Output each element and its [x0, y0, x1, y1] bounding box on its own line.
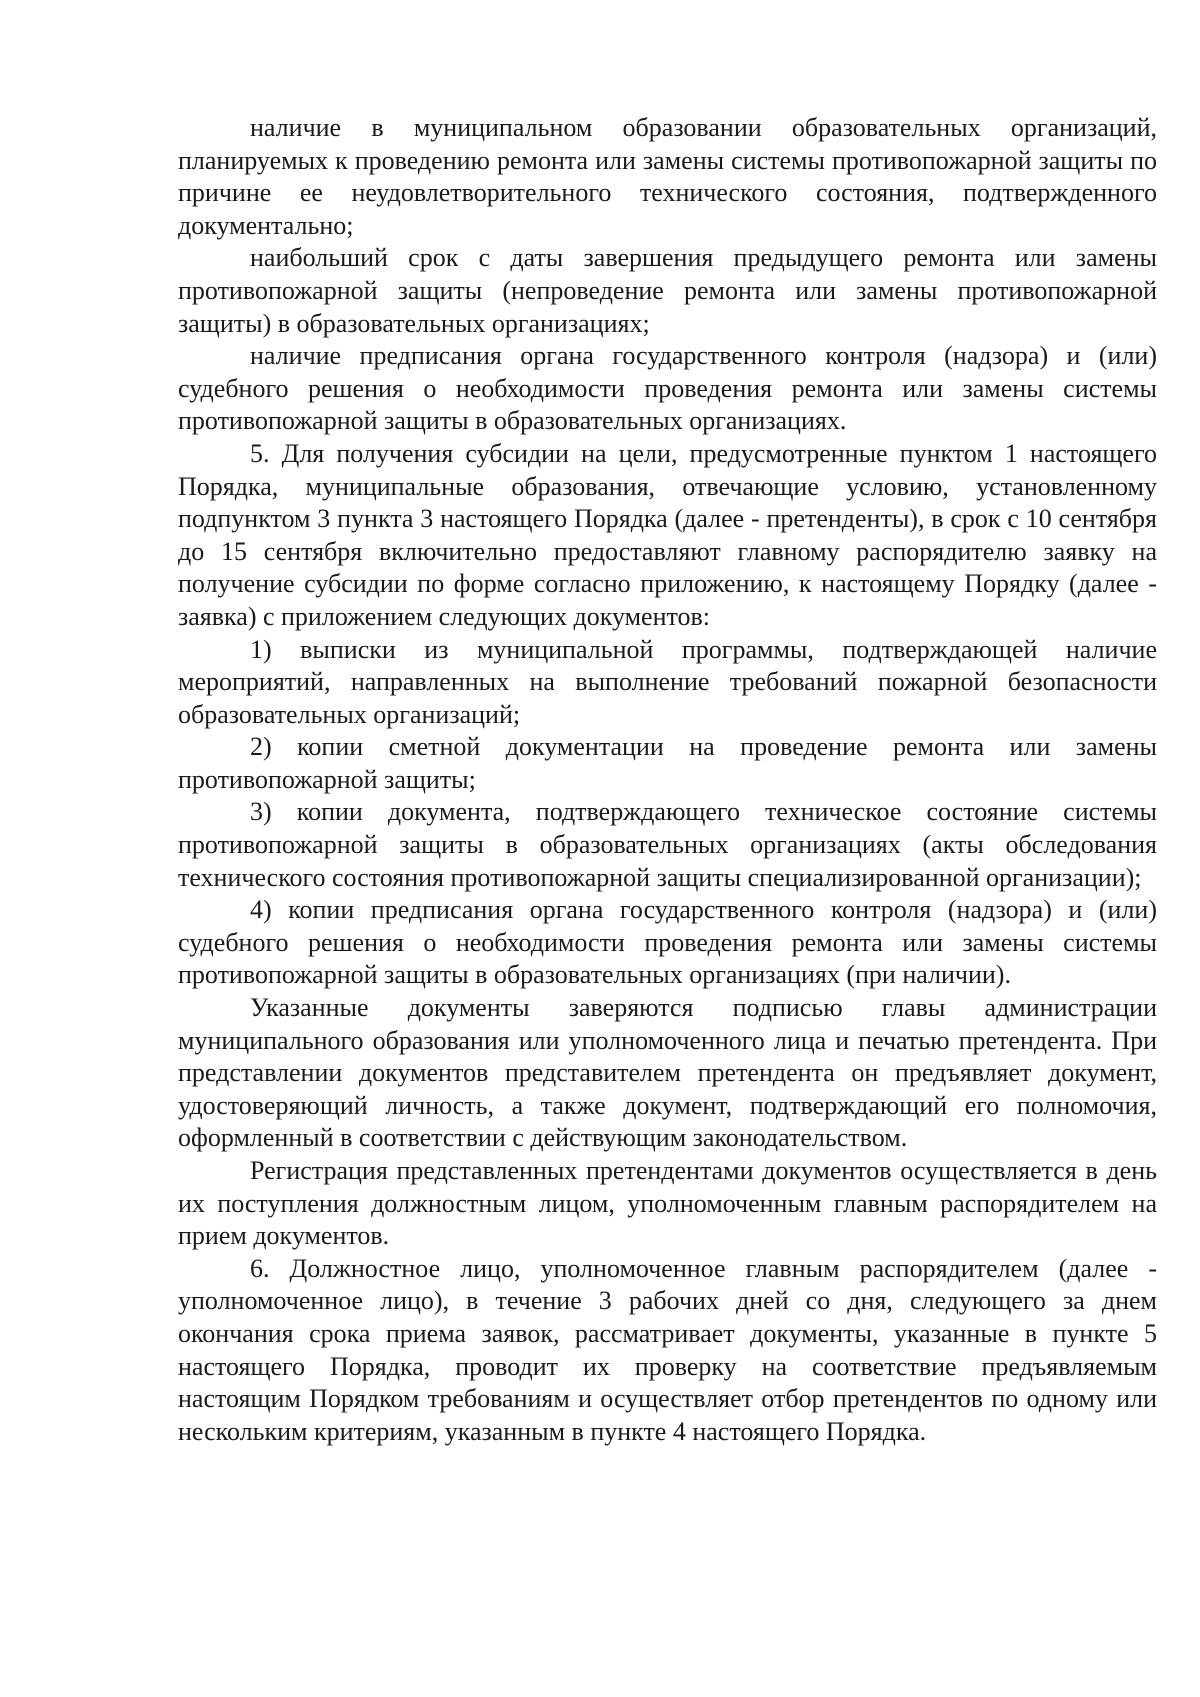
paragraph-criterion-need-repair: наличие в муниципальном образовании образовательных организаций, планируемых к проведению ремонта или замены системы противопожарной защиты по причине ее неудовлетворительного технического состояния, подтвержденного документально; [178, 113, 1157, 240]
list-item-3-technical-state-copies: 3) копии документа, подтверждающего техническое состояние системы противопожарной защиты в образовательных организациях (акты обследования технического состояния противопожарной защиты специализированной организации); [178, 797, 1157, 892]
paragraph-criterion-longest-period: наибольший срок с даты завершения предыдущего ремонта или замены противопожарной защиты (непроведение ремонта или замены противопожарной защиты) в образовательных организациях; [178, 243, 1157, 338]
document-body [178, 112, 1157, 1448]
paragraph-registration: Регистрация представленных претендентами документов осуществляется в день их поступления должностным лицом, уполномоченным главным распорядителем на прием документов. [178, 1156, 1157, 1251]
paragraph-certification: Указанные документы заверяются подписью главы администрации муниципального образования или уполномоченного лица и печатью претендента. При представлении документов представителем претендента он предъявляет документ, удостоверяющий личность, а также документ, подтверждающий его полномочия, оформленный в соответствии с действующим законодательством. [178, 993, 1157, 1153]
list-item-4-prescription-copies: 4) копии предписания органа государственного контроля (надзора) и (или) судебного решения о необходимости проведения ремонта или замены системы противопожарной защиты в образовательных организациях (при наличии). [178, 895, 1157, 990]
list-item-2-estimate-copies: 2) копии сметной документации на проведение ремонта или замены противопожарной защиты; [178, 732, 1157, 794]
paragraph-section-6: 6. Должностное лицо, уполномоченное главным распорядителем (далее - уполномоченное лицо), в течение 3 рабочих дней со дня, следующего за днем окончания срока приема заявок, рассматривает документы, указанные в пункте 5 настоящего Порядка, проводит их проверку на соответствие предъявляемым настоящим Порядком требованиям и осуществляет отбор претендентов по одному или нескольким критериям, указанным в пункте 4 настоящего Порядка. [178, 1253, 1157, 1446]
list-item-1-program-extracts: 1) выписки из муниципальной программы, подтверждающей наличие мероприятий, направленных на выполнение требований пожарной безопасности образовательных организаций; [178, 634, 1157, 729]
paragraph-section-5: 5. Для получения субсидии на цели, предусмотренные пунктом 1 настоящего Порядка, муниципальные образования, отвечающие условию, установленному подпунктом 3 пункта 3 настоящего Порядка (далее - претенденты), в срок с 10 сентября до 15 сентября включительно предоставляют главному распорядителю заявку на получение субсидии по форме согласно приложению, к настоящему Порядку (далее - заявка) с приложением следующих документов: [178, 438, 1157, 631]
paragraph-criterion-prescription: наличие предписания органа государственного контроля (надзора) и (или) судебного решения о необходимости проведения ремонта или замены системы противопожарной защиты в образовательных организациях. [178, 341, 1157, 436]
